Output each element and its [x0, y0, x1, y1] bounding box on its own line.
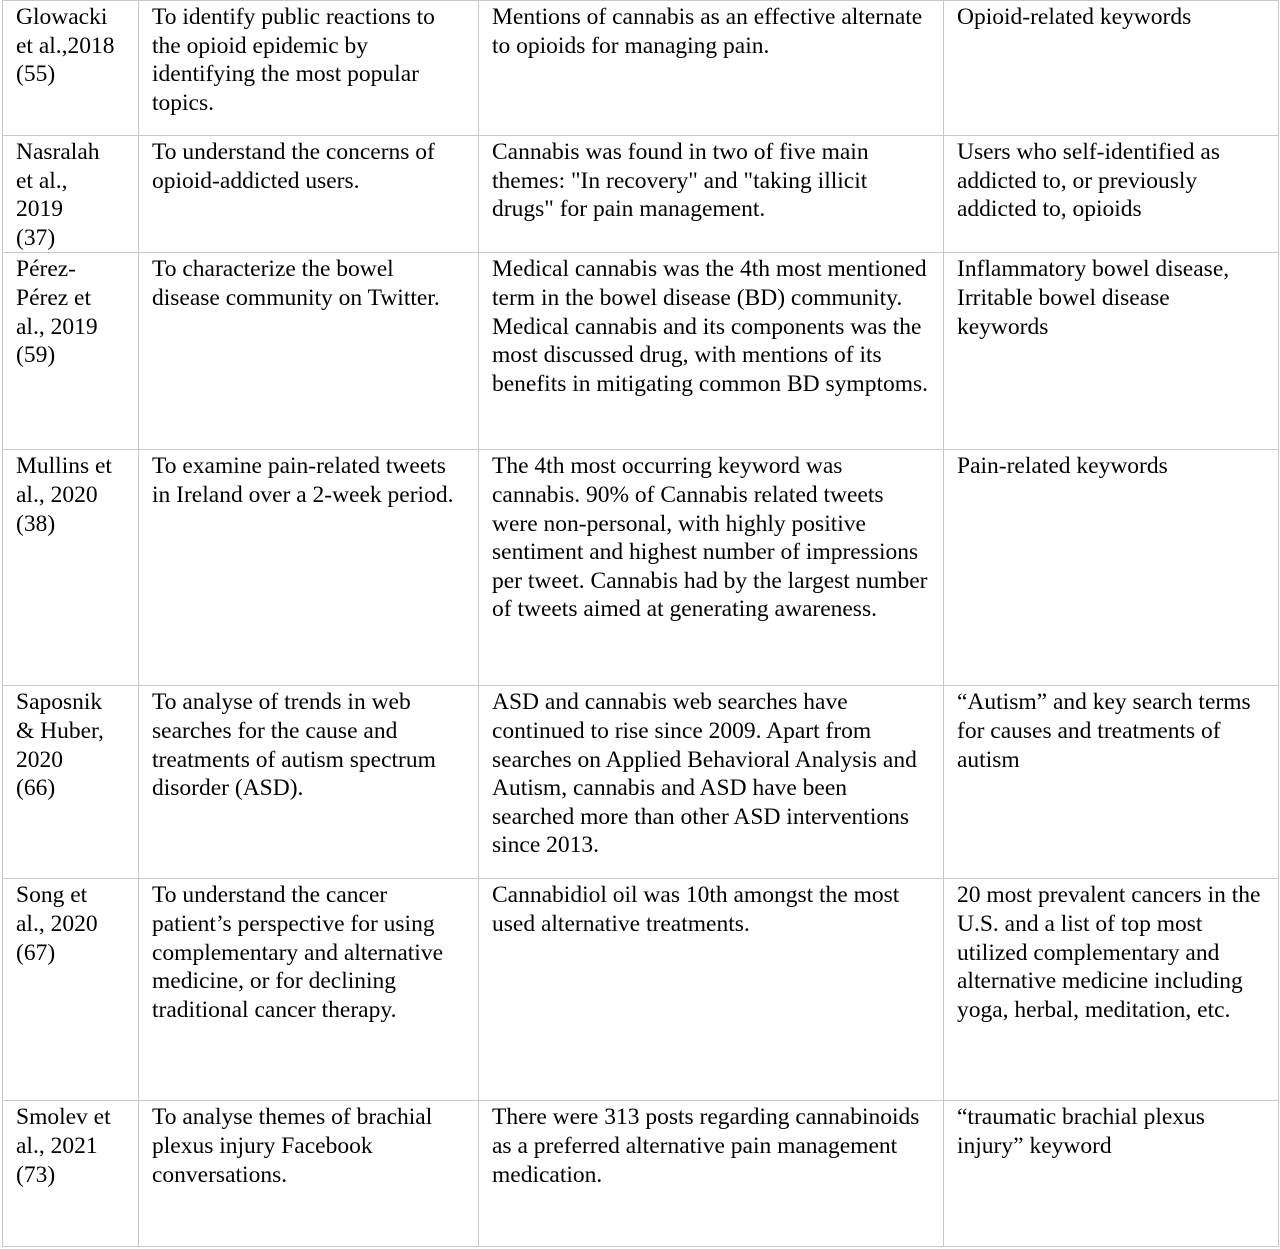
citation-cell: Smolev et al., 2021 (73): [3, 1101, 139, 1247]
aim-cell: To analyse of trends in web searches for the cause and treatments of autism spectrum disorder (ASD).: [139, 686, 479, 879]
citation-cell: Song et al., 2020 (67): [3, 879, 139, 1101]
table-row: [3, 1, 1279, 136]
citation-cell: Mullins et al., 2020 (38): [3, 450, 139, 686]
finding-cell: ASD and cannabis web searches have continued to rise since 2009. Apart from searches on Applied Behavioral Analysis and Autism, cannabis and ASD have been searched more than other ASD interventions since 2013.: [479, 686, 944, 879]
aim-cell: To characterize the bowel disease community on Twitter.: [139, 253, 479, 450]
finding-cell: Cannabidiol oil was 10th amongst the most used alternative treatments.: [479, 879, 944, 1101]
table-row: [3, 450, 1279, 686]
keywords-cell: Opioid-related keywords: [944, 1, 1279, 136]
table-row: [3, 136, 1279, 253]
citation-cell: Saposnik & Huber, 2020 (66): [3, 686, 139, 879]
citation-cell: Glowacki et al.,2018 (55): [3, 1, 139, 136]
aim-cell: To identify public reactions to the opioid epidemic by identifying the most popular topics.: [139, 1, 479, 136]
table-row: [3, 686, 1279, 879]
keywords-cell: 20 most prevalent cancers in the U.S. and a list of top most utilized complementary and alternative medicine including yoga, herbal, meditation, etc.: [944, 879, 1279, 1101]
keywords-cell: Pain-related keywords: [944, 450, 1279, 686]
keywords-cell: “Autism” and key search terms for causes and treatments of autism: [944, 686, 1279, 879]
finding-cell: The 4th most occurring keyword was cannabis. 90% of Cannabis related tweets were non-personal, with highly positive sentiment and highest number of impressions per tweet. Cannabis had by the largest number of tweets aimed at generating awareness.: [479, 450, 944, 686]
citation-cell: Pérez- Pérez et al., 2019 (59): [3, 253, 139, 450]
aim-cell: To understand the cancer patient’s perspective for using complementary and alternative medicine, or for declining traditional cancer therapy.: [139, 879, 479, 1101]
table-row: [3, 879, 1279, 1101]
table-row: [3, 253, 1279, 450]
finding-cell: There were 313 posts regarding cannabinoids as a preferred alternative pain management medication.: [479, 1101, 944, 1247]
aim-cell: To analyse themes of brachial plexus injury Facebook conversations.: [139, 1101, 479, 1247]
citation-cell: Nasralah et al., 2019 (37): [3, 136, 139, 253]
table-row: [3, 1101, 1279, 1247]
aim-cell: To examine pain-related tweets in Ireland over a 2-week period.: [139, 450, 479, 686]
keywords-cell: Inflammatory bowel disease, Irritable bowel disease keywords: [944, 253, 1279, 450]
keywords-cell: Users who self-identified as addicted to, or previously addicted to, opioids: [944, 136, 1279, 253]
finding-cell: Medical cannabis was the 4th most mentioned term in the bowel disease (BD) community. Medical cannabis and its components was the most discussed drug, with mentions of its benefits in mitigating common BD symptoms.: [479, 253, 944, 450]
keywords-cell: “traumatic brachial plexus injury” keyword: [944, 1101, 1279, 1247]
studies-table: [2, 0, 1279, 1247]
finding-cell: Mentions of cannabis as an effective alternate to opioids for managing pain.: [479, 1, 944, 136]
finding-cell: Cannabis was found in two of five main themes: "In recovery" and "taking illicit drugs" for pain management.: [479, 136, 944, 253]
aim-cell: To understand the concerns of opioid-addicted users.: [139, 136, 479, 253]
